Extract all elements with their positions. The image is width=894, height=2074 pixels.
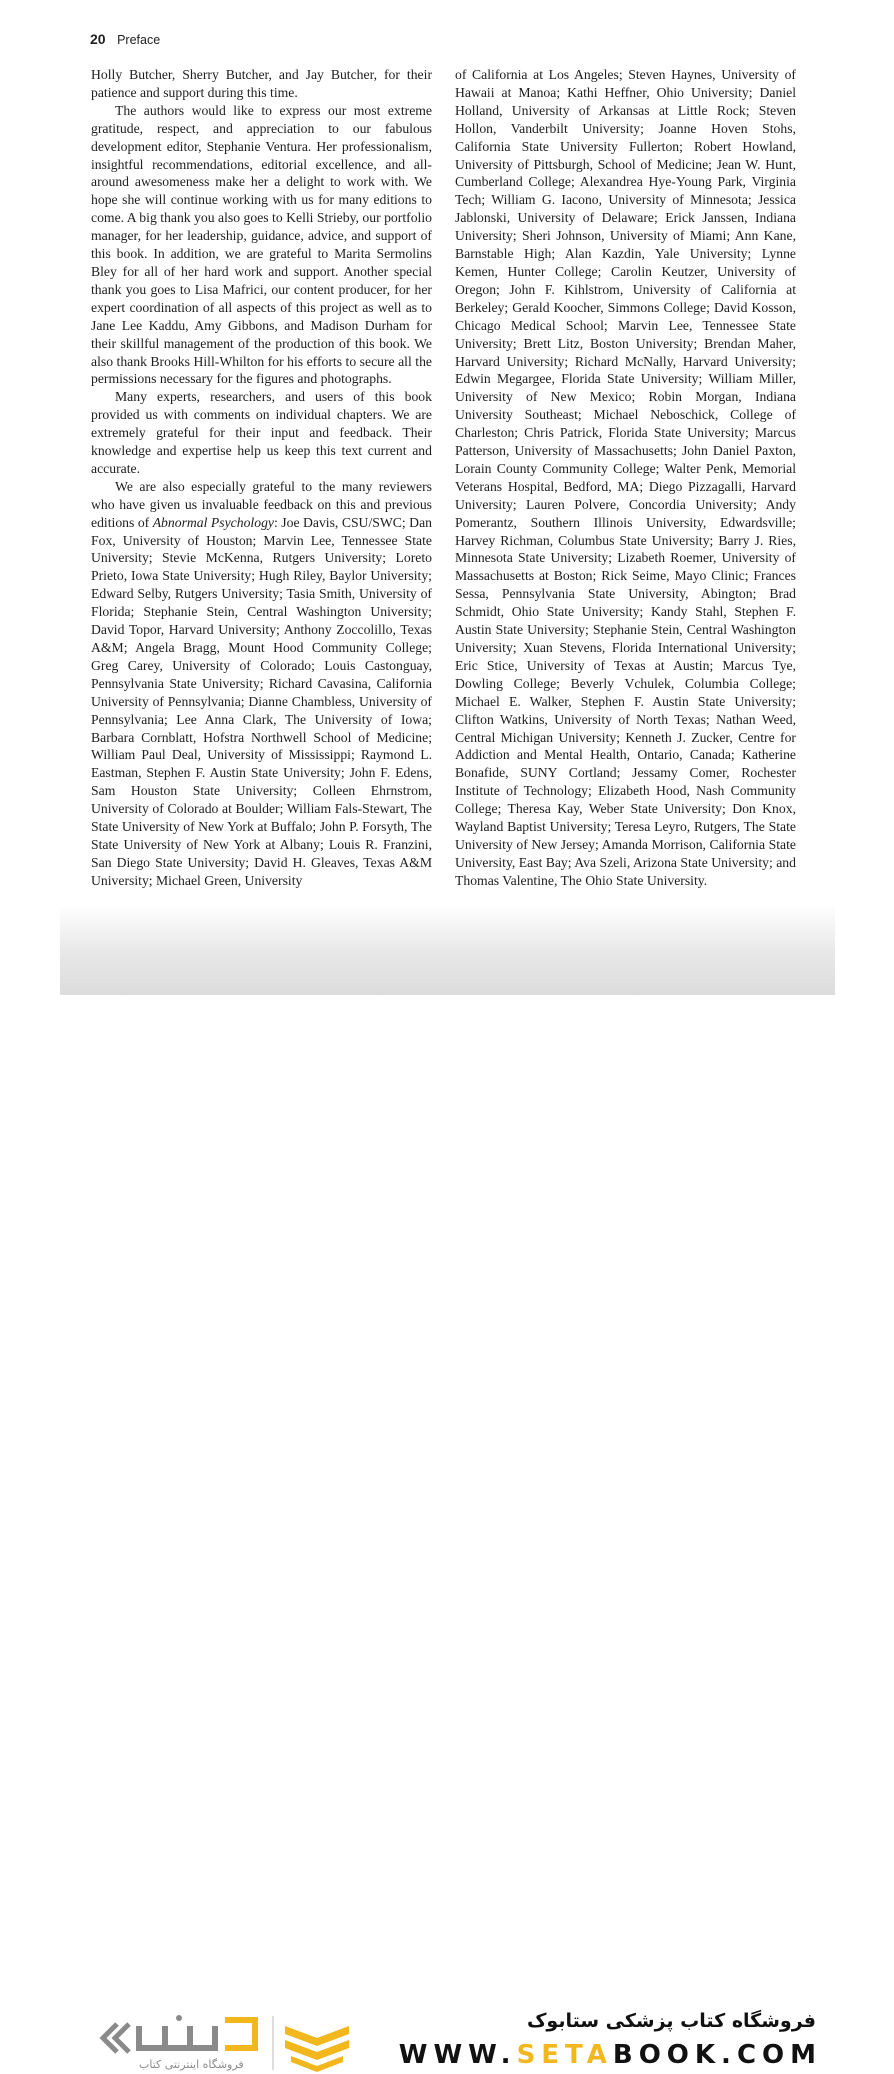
paragraph-2: The authors would like to express our most extreme gratitude, respect, and appreciation to our fabulous development editor, Stephanie Ventura. Her professionalism, insightful recommendations, editorial excellence, and all-around awesomeness make her a delight to work with. We hope she will continue working with us for many editions to come. A big thank you also goes to Kelli Strieby, our portfolio manager, for her leadership, guidance, advice, and support of this book. In addition, we are grateful to Marita Sermolins Bley for all of her hard work and support. Another special thank you goes to Lisa Mafrici, our content producer, for her expert coordination of all aspects of this project as well as to Jane Lee Kaddu, Amy Gibbons, and Madison Durham for their skillful management of the production of this book. We also thank Brooks Hill-Whilton for his efforts to secure all the permissions necessary for the figures and photographs.: [91, 102, 432, 387]
paragraph-4-lead: We are also especially grateful to the many reviewers who have given us invaluable feedback on this and previous editions of: [91, 478, 432, 530]
setabook-logo: [95, 2012, 360, 2074]
url-prefix: WWW.: [398, 2040, 517, 2070]
shop-url[interactable]: [399, 2040, 822, 2070]
url-highlight: SETA: [516, 2040, 613, 2070]
shop-name: فروشگاه کتاب پزشکی ستابوک: [526, 2010, 816, 2032]
page-number: 20: [90, 31, 106, 47]
reviewer-list-start: : Joe Davis, CSU/SWC; Dan Fox, University of Houston; Marvin Lee, Tennessee State University; Stevie McKenna, Rutgers University; Loreto Prieto, Iowa State University; Hugh Riley, Baylor University; Edward Selby, Rutgers University; Tasia Smith, University of Florida; Stephanie Stein, Central Washington University; David Topor, Harvard University; Anthony Zoccolillo, Texas A&M; Angela Bragg, Mount Hood Community College; Greg Carey, University of Colorado; Louis Castonguay, Pennsylvania State University; Richard Cavasina, California University of Pennsylvania; Dianne Chambless, University of Pennsylvania; Lee Anna Clark, The University of Iowa; Barbara Cornblatt, Hofstra Northwell School of Medicine; William Paul Deal, University of Mississippi; Raymond L. Eastman, Stephen F. Austin State University; John F. Edens, Sam Houston State University; Colleen Ehrnstrom, University of Colorado at Boulder; William Fals-Stewart, The State University of New York at Buffalo; John P. Forsyth, The State University of New York at Albany; Louis R. Franzini, San Diego State University; David H. Gleaves, Texas A&M University; Michael Green, University: [91, 514, 432, 888]
watermark-footer: [0, 1000, 894, 2071]
paragraph-4: [91, 478, 432, 890]
url-suffix: BOOK.COM: [612, 2040, 822, 2070]
right-column: [455, 66, 796, 890]
paragraph-1: Holly Butcher, Sherry Butcher, and Jay Butcher, for their patience and support during this time.: [91, 67, 432, 100]
paragraph-3: Many experts, researchers, and users of this book provided us with comments on individual chapters. We are extremely grateful for their input and feedback. Their knowledge and expertise help us keep this text current and accurate.: [91, 389, 432, 476]
section-title: Preface: [117, 33, 161, 47]
running-head: [90, 31, 160, 47]
left-column: [91, 66, 432, 890]
reviewer-list-continued: of California at Los Angeles; Steven Haynes, University of Hawaii at Manoa; Kathi Heffner, Ohio University; Daniel Holland, University of Arkansas at Little Rock; Steven Hollon, Vanderbilt University; Joanne Hoven Stohs, California State University Fullerton; Robert Howland, University of Pittsburgh, School of Medicine; Jean W. Hunt, Cumberland College; Alexandrea Hye-Young Park, Virginia Tech; William G. Iacono, University of Minnesota; Jessica Jablonski, University of Delaware; Erick Janssen, Indiana University; Sheri Johnson, University of Miami; Ann Kane, Barnstable High; Alan Kazdin, Yale University; Lynne Kemen, Hunter College; Carolin Keutzer, University of Oregon; John F. Kihlstrom, University of California at Berkeley; Gerald Koocher, Simmons College; David Kosson, Chicago Medical School; Marvin Lee, Tennessee State University; Brett Litz, Boston University; Brendan Maher, Harvard University; Richard McNally, Harvard University; Edwin Megargee, Florida State University; William Miller, University of New Mexico; Robin Morgan, Indiana University Southeast; Michael Neboschick, College of Charleston; Chris Patrick, Florida State University; Marcus Patterson, University of Massachusetts; John Daniel Paxton, Lorain County Community College; Walter Penk, Memorial Veterans Hospital, Bedford, MA; Diego Pizzagalli, Harvard University; Lauren Polvere, Concordia University; Andy Pomerantz, Southern Illinois University, Edwardsville; Harvey Richman, Columbus State University; Barry J. Ries, Minnesota State University; Lizabeth Roemer, University of Massachusetts at Boston; Rick Seime, Mayo Clinic; Frances Sessa, Pennsylvania State University, Abington; Brad Schmidt, Ohio State University; Kandy Stahl, Stephen F. Austin State University; Stephanie Stein, Central Washington University; Xuan Stevens, Florida International University; Eric Stice, University of Texas at Austin; Marcus Tye, Dowling College; Beverly Vchulek, Columbia College; Michael E. Walker, Stephen F. Austin State University; Clifton Watkins, University of North Texas; Nathan Weed, Central Michigan University; Kenneth J. Zucker, Centre for Addiction and Mental Health, Ontario, Canada; Katherine Bonafide, SUNY Cortland; Jessamy Comer, Rochester Institute of Technology; Elizabeth Hood, Nash Community College; Theresa Kay, Weber State University; Don Knox, Wayland Baptist University; Teresa Leyro, Rutgers, The State University of New Jersey; Amanda Morrison, California State University, East Bay; Ava Szeli, Arizona State University; and Thomas Valentine, The Ohio State University.: [455, 67, 796, 888]
book-title: Abnormal Psychology: [152, 514, 274, 530]
logo-caption: فروشگاه اینترنتی کتاب: [139, 2058, 244, 2071]
book-page: [0, 0, 894, 1000]
page-bottom-shadow: [60, 905, 835, 995]
